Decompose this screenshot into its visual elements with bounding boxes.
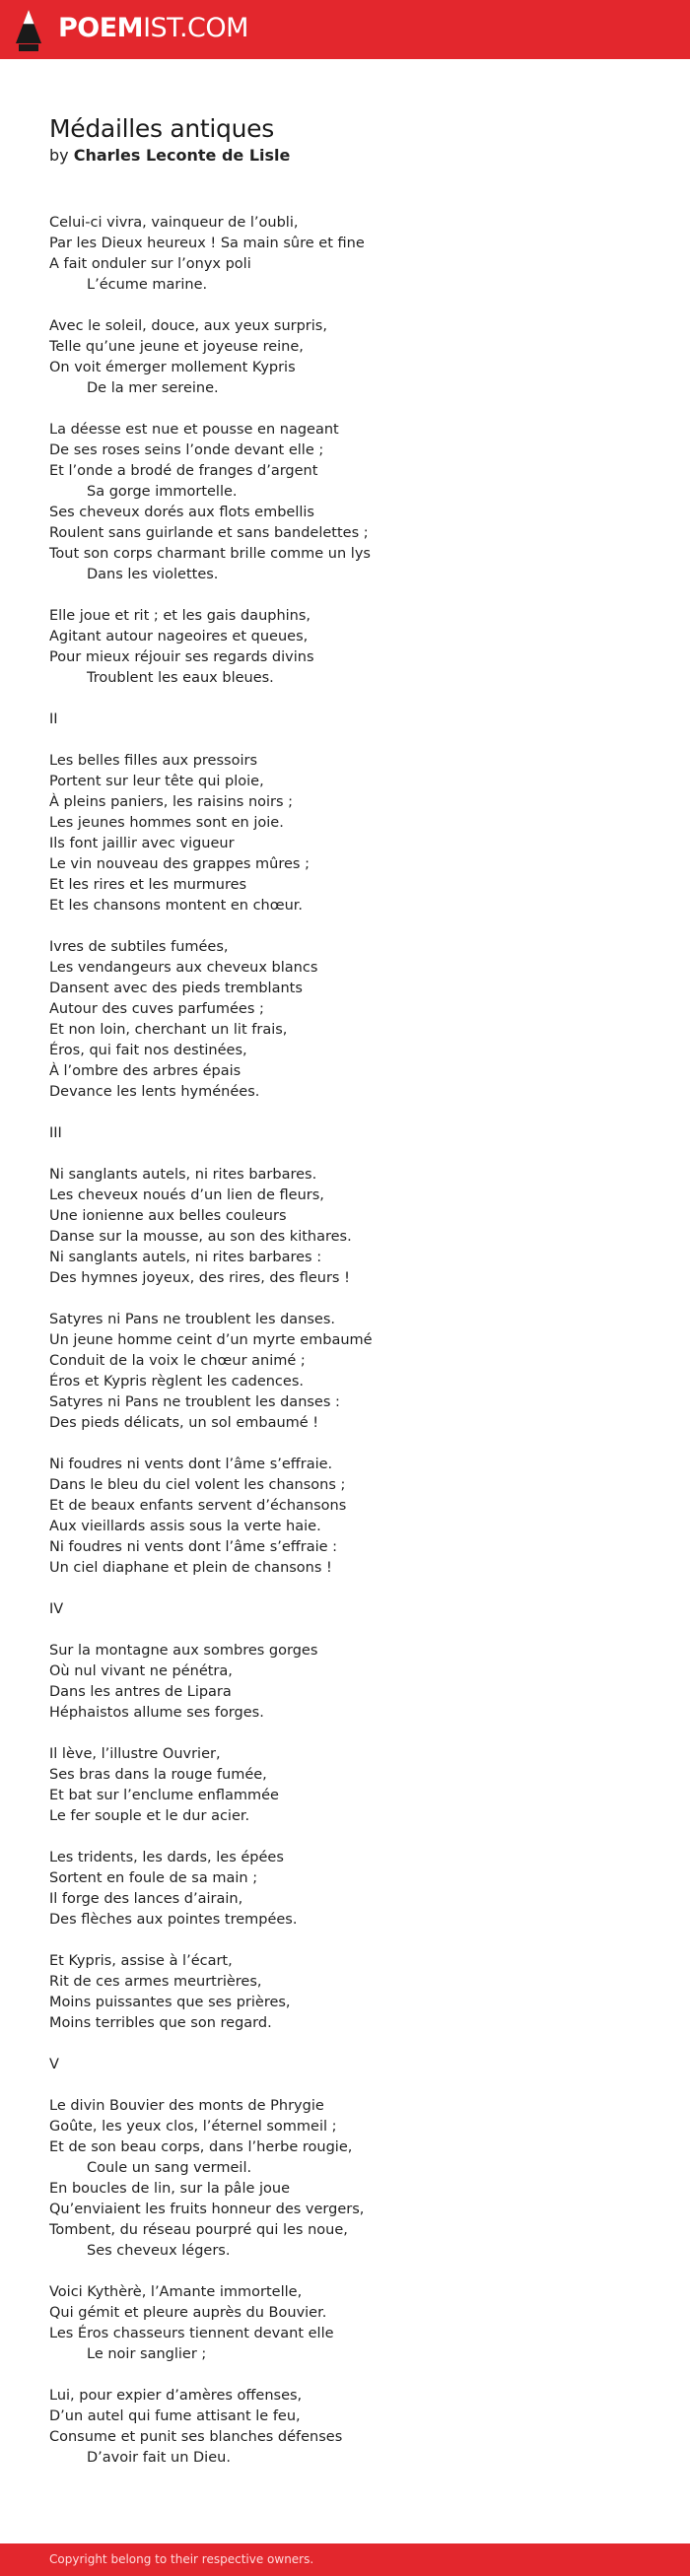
poem-byline	[49, 144, 290, 168]
poem-line: Satyres ni Pans ne troublent les danses.	[49, 1312, 336, 1327]
poem-line: Et Kypris, assise à l’écart,	[49, 1953, 233, 1969]
poem-line: Agitant autour nageoires et queues,	[49, 629, 309, 644]
poem-line: Lui, pour expier d’amères offenses,	[49, 2388, 303, 2404]
stanza-gap	[49, 1289, 660, 1310]
stanza-gap	[49, 2034, 660, 2055]
logo-light-part: IST.COM	[143, 13, 248, 43]
poem-line: L’écume marine.	[87, 277, 208, 293]
poem-line: Éros et Kypris règlent les cadences.	[49, 1374, 304, 1390]
poem-line: IV	[49, 1601, 64, 1617]
poem-line: D’avoir fait un Dieu.	[87, 2450, 231, 2466]
poem-line: Celui-ci vivra, vainqueur de l’oubli,	[49, 215, 299, 231]
pencil-tip-icon[interactable]	[16, 10, 41, 51]
poem-line: Par les Dieux heureux ! Sa main sûre et fine	[49, 236, 365, 251]
poem-line: Portent sur leur tête qui ploie,	[49, 774, 264, 789]
poem-line: Ni foudres ni vents dont l’âme s’effraie.	[49, 1457, 333, 1472]
poem-line: Danse sur la mousse, au son des kithares.	[49, 1229, 352, 1245]
poem-line: Roulent sans guirlande et sans bandelettes ;	[49, 525, 369, 541]
poem-line: Ivres de subtiles fumées,	[49, 939, 229, 955]
poem-line: Telle qu’une jeune et joyeuse reine,	[49, 339, 304, 355]
poem-line: III	[49, 1125, 62, 1141]
stanza-gap	[49, 296, 660, 316]
poem-line: Et les chansons montent en chœur.	[49, 898, 304, 914]
poem-line: V	[49, 2057, 59, 2072]
stanza-gap	[49, 1931, 660, 1951]
poem-line: Avec le soleil, douce, aux yeux surpris,	[49, 318, 327, 334]
poem-line: Et non loin, cherchant un lit frais,	[49, 1022, 288, 1038]
stanza	[49, 1744, 660, 1827]
logo-bold-part: POEM	[58, 13, 144, 43]
poem-line: Aux vieillards assis sous la verte haie.	[49, 1519, 321, 1534]
poem-line: Tombent, du réseau pourpré qui les noue,	[49, 2222, 348, 2238]
poem-line: Sa gorge immortelle.	[87, 484, 238, 500]
poem-line: Tout son corps charmant brille comme un lys	[49, 546, 371, 562]
stanza-gap	[49, 2365, 660, 2386]
poem-line: Goûte, les yeux clos, l’éternel sommeil ;	[49, 2119, 337, 2135]
poem-line: II	[49, 712, 58, 727]
poem-line: Autour des cuves parfumées ;	[49, 1001, 264, 1017]
poem-line: Moins puissantes que ses prières,	[49, 1995, 291, 2010]
stanza	[49, 1310, 660, 1434]
poem-line: Le divin Bouvier des monts de Phrygie	[49, 2098, 324, 2114]
stanza	[49, 2386, 660, 2469]
poem-line: Rit de ces armes meurtrières,	[49, 1974, 262, 1990]
poem-line: Les jeunes hommes sont en joie.	[49, 815, 284, 831]
poem-line: Le noir sanglier ;	[87, 2346, 207, 2362]
site-footer	[0, 2543, 690, 2576]
poem-line: Et de beaux enfants servent d’échansons	[49, 1498, 347, 1514]
stanza-gap	[49, 585, 660, 606]
site-header	[0, 0, 690, 59]
poem-line: Ni sanglants autels, ni rites barbares :	[49, 1250, 322, 1265]
poem-line: Coule un sang vermeil.	[87, 2160, 252, 2176]
poem-line: Éros, qui fait nos destinées,	[49, 1043, 247, 1058]
site-logo[interactable]	[58, 11, 248, 46]
poem-line: La déesse est nue et pousse en nageant	[49, 422, 339, 438]
poem-line: Les belles filles aux pressoirs	[49, 753, 258, 769]
poem-line: De ses roses seins l’onde devant elle ;	[49, 442, 324, 458]
stanza-gap	[49, 399, 660, 420]
poem-line: Il forge des lances d’airain,	[49, 1891, 243, 1907]
poem-line: Le vin nouveau des grappes mûres ;	[49, 856, 310, 872]
stanza	[49, 1641, 660, 1724]
stanza-gap	[49, 1724, 660, 1744]
stanza	[49, 606, 660, 689]
poem-line: Dansent avec des pieds tremblants	[49, 981, 303, 996]
poem-line: Elle joue et rit ; et les gais dauphins,	[49, 608, 311, 624]
poem-line: Ni sanglants autels, ni rites barbares.	[49, 1167, 317, 1183]
poem-line: Troublent les eaux bleues.	[87, 670, 274, 686]
stanza-gap	[49, 1103, 660, 1123]
poem-line: Dans les antres de Lipara	[49, 1684, 232, 1700]
poem-line: D’un autel qui fume attisant le feu,	[49, 2408, 301, 2424]
stanza	[49, 751, 660, 916]
poem-line: Et de son beau corps, dans l’herbe rougie,	[49, 2139, 353, 2155]
stanza	[49, 2096, 660, 2262]
poem-line: Les cheveux noués d’un lien de fleurs,	[49, 1187, 324, 1203]
stanza-gap	[49, 1827, 660, 1848]
poem-line: Ses bras dans la rouge fumée,	[49, 1767, 267, 1783]
stanza	[49, 1165, 660, 1289]
poem-line: De la mer sereine.	[87, 380, 219, 396]
poem-line: Ses cheveux légers.	[87, 2243, 231, 2259]
stanza-gap	[49, 689, 660, 710]
byline-prefix: by	[49, 146, 69, 165]
stanza	[49, 316, 660, 399]
poem-line: Une ionienne aux belles couleurs	[49, 1208, 287, 1224]
poem-line: Pour mieux réjouir ses regards divins	[49, 649, 314, 665]
poem-line: À l’ombre des arbres épais	[49, 1063, 242, 1079]
author-link[interactable]: Charles Leconte de Lisle	[73, 146, 291, 165]
stanza-gap	[49, 916, 660, 937]
poem-line: Le fer souple et le dur acier.	[49, 1808, 250, 1824]
poem-line: Ses cheveux dorés aux flots embellis	[49, 505, 314, 520]
poem-line: Dans les violettes.	[87, 567, 219, 582]
stanza-gap	[49, 1579, 660, 1599]
stanza	[49, 937, 660, 1103]
poem-line: Voici Kythèrè, l’Amante immortelle,	[49, 2284, 303, 2300]
poem-line: Et bat sur l’enclume enflammée	[49, 1788, 279, 1803]
copyright-text: Copyright belong to their respective owners.	[49, 2552, 314, 2566]
poem-line: Les Éros chasseurs tiennent devant elle	[49, 2326, 334, 2341]
poem-line: Il lève, l’illustre Ouvrier,	[49, 1746, 221, 1762]
poem-line: Héphaistos allume ses forges.	[49, 1705, 264, 1721]
poem-line: Moins terribles que son regard.	[49, 2015, 272, 2031]
stanza-gap	[49, 1434, 660, 1455]
stanza	[49, 1951, 660, 2034]
poem-line: Les vendangeurs aux cheveux blancs	[49, 960, 318, 976]
stanza	[49, 2055, 660, 2075]
stanza	[49, 710, 660, 730]
stanza-gap	[49, 2075, 660, 2096]
poem-line: Sur la montagne aux sombres gorges	[49, 1643, 318, 1659]
stanza	[49, 1848, 660, 1931]
poem-line: Un jeune homme ceint d’un myrte embaumé	[49, 1332, 373, 1348]
poem-line: Un ciel diaphane et plein de chansons !	[49, 1560, 332, 1576]
poem-line: Dans le bleu du ciel volent les chansons ;	[49, 1477, 346, 1493]
poem-line: Qu’enviaient les fruits honneur des vergers,	[49, 2202, 365, 2217]
poem-line: En boucles de lin, sur la pâle joue	[49, 2181, 291, 2197]
stanza-gap	[49, 1620, 660, 1641]
poem-line: Des hymnes joyeux, des rires, des fleurs !	[49, 1270, 350, 1286]
stanza-gap	[49, 2262, 660, 2282]
poem-body	[49, 213, 660, 2469]
poem-line: Qui gémit et pleure auprès du Bouvier.	[49, 2305, 327, 2321]
poem-line: Où nul vivant ne pénétra,	[49, 1663, 233, 1679]
poem-line: À pleins paniers, les raisins noirs ;	[49, 794, 294, 810]
poem-line: Devance les lents hyménées.	[49, 1084, 260, 1100]
stanza	[49, 2282, 660, 2365]
poem-line: Ils font jaillir avec vigueur	[49, 836, 235, 851]
poem-line: On voit émerger mollement Kypris	[49, 360, 296, 375]
poem-line: Sortent en foule de sa main ;	[49, 1870, 258, 1886]
poem-line: Des flèches aux pointes trempées.	[49, 1912, 298, 1928]
stanza	[49, 420, 660, 585]
stanza-gap	[49, 730, 660, 751]
poem-line: Les tridents, les dards, les épées	[49, 1850, 284, 1865]
poem-line: Des pieds délicats, un sol embaumé !	[49, 1415, 319, 1431]
stanza	[49, 1455, 660, 1579]
stanza	[49, 213, 660, 296]
poem-line: Conduit de la voix le chœur animé ;	[49, 1353, 306, 1369]
poem-line: Et l’onde a brodé de franges d’argent	[49, 463, 318, 479]
stanza	[49, 1599, 660, 1620]
poem-line: Et les rires et les murmures	[49, 877, 247, 893]
stanza-gap	[49, 1144, 660, 1165]
stanza	[49, 1123, 660, 1144]
poem-title: Médailles antiques	[49, 114, 274, 143]
poem-line: A fait onduler sur l’onyx poli	[49, 256, 251, 272]
poem-line: Consume et punit ses blanches défenses	[49, 2429, 343, 2445]
poem-line: Satyres ni Pans ne troublent les danses :	[49, 1394, 340, 1410]
poem-line: Ni foudres ni vents dont l’âme s’effraie :	[49, 1539, 338, 1555]
